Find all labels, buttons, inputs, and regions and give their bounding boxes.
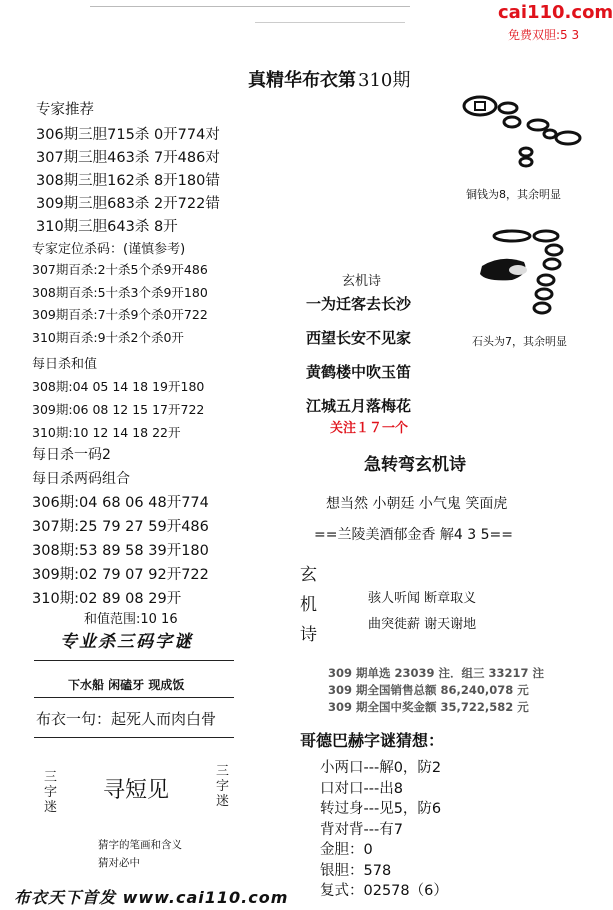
poem-line: 黄鹤楼中吹玉笛 xyxy=(306,363,412,381)
poem-focus: 关注１７一个 xyxy=(330,421,409,436)
poem-line: 西望长安不见家 xyxy=(306,329,412,347)
xuanji-row-1: 骇人听闻 断章取义 xyxy=(368,591,477,606)
goedel-list xyxy=(320,758,448,902)
stat-row: 309 期全国中奖金额 35,722,582 元 xyxy=(328,700,529,714)
free-tip: 免费双胆:5 3 xyxy=(508,28,580,42)
list-item: 310期三胆643杀 8开 xyxy=(36,219,178,235)
list-item: 背对背---有7 xyxy=(320,821,403,838)
sum-kill-list xyxy=(32,375,204,444)
poem-heading: 玄机诗 xyxy=(342,274,382,289)
section-divider xyxy=(34,737,234,738)
position-kill-list xyxy=(32,259,208,349)
list-item: 309期三胆683杀 2开722错 xyxy=(36,196,220,212)
list-item: 308期:53 89 58 39开180 xyxy=(32,543,209,559)
section-divider xyxy=(34,697,234,698)
list-item: 306期三胆715杀 0开774对 xyxy=(36,127,220,143)
list-item: 309期:02 79 07 92开722 xyxy=(32,567,209,583)
turn-poem-line-2: ==兰陵美酒郁金香 解4 3 5== xyxy=(314,527,513,543)
puzzle-left-label: 三 字 迷 xyxy=(44,770,58,815)
list-item: 复式：02578（6） xyxy=(320,883,448,899)
sales-stats xyxy=(328,665,544,716)
expert-heading: 专家推荐 xyxy=(36,102,94,118)
puzzle-right-label: 三 字 迷 xyxy=(216,764,230,809)
footer-banner: 布衣天下首发 www.cai110.com xyxy=(14,888,289,907)
list-item: 309期百杀:7十杀9个杀0开722 xyxy=(32,307,208,322)
list-item: 310期百杀:9十杀2个杀0开 xyxy=(32,329,184,345)
turn-poem-line-1: 想当然 小朝廷 小气鬼 笑面虎 xyxy=(326,496,508,512)
riddle-line: 下水船 闲磕牙 现成饭 xyxy=(68,678,185,692)
goedel-heading: 哥德巴赫字谜猜想： xyxy=(300,731,445,750)
list-item: 310期:02 89 08 29开 xyxy=(32,591,182,607)
kill-one-code: 每日杀一码2 xyxy=(32,447,111,463)
top-divider-2 xyxy=(255,22,405,23)
buyi-sentence: 布衣一句：起死人而肉白骨 xyxy=(36,710,217,728)
xuanji-vertical: 玄 机 诗 xyxy=(300,565,317,645)
poem-line: 江城五月落梅花 xyxy=(306,397,412,415)
two-code-heading: 每日杀两码组合 xyxy=(32,471,130,487)
puzzle-note-1: 猜字的笔画和含义 xyxy=(98,839,182,851)
puzzle-answer: 寻短见 xyxy=(103,778,170,803)
list-item: 小两口---解0，防2 xyxy=(320,760,442,776)
sum-range: 和值范围:10 16 xyxy=(84,612,178,627)
coins-icon xyxy=(458,90,590,170)
list-item: 口对口---出8 xyxy=(320,780,403,797)
list-item: 310期:10 12 14 18 22开 xyxy=(32,425,181,440)
list-item: 306期:04 68 06 48开774 xyxy=(32,495,209,511)
xuanji-row-2: 曲突徙薪 谢天谢地 xyxy=(368,617,477,632)
sum-kill-heading: 每日杀和值 xyxy=(32,357,98,372)
list-item: 307期三胆463杀 7开486对 xyxy=(36,150,220,166)
coins-caption: 铜钱为8，其余明显 xyxy=(466,188,561,201)
poem-line: 一为迁客去长沙 xyxy=(306,295,412,313)
list-item: 308期三胆162杀 8开180错 xyxy=(36,173,220,189)
list-item: 金胆：0 xyxy=(320,842,373,858)
stones-caption: 石头为7，其余明显 xyxy=(472,335,567,348)
turn-poem-heading: 急转弯玄机诗 xyxy=(364,455,466,475)
two-code-list xyxy=(32,491,209,611)
list-item: 308期:04 05 14 18 19开180 xyxy=(32,379,205,394)
stat-row: 309 期全国销售总额 86,240,078 元 xyxy=(328,683,529,697)
puzzle-note-2: 猜对必中 xyxy=(98,857,140,869)
poem-lines xyxy=(306,287,411,423)
section-divider xyxy=(34,660,234,661)
list-item: 307期百杀:2十杀5个杀9开486 xyxy=(32,262,208,277)
site-logo[interactable]: cai110.com xyxy=(498,2,613,23)
page-title: 真精华布衣第 310期 xyxy=(248,70,411,91)
riddle-title: 专业杀三码字谜 xyxy=(60,632,193,652)
list-item: 309期:06 08 12 15 17开722 xyxy=(32,402,205,417)
position-kill-heading: 专家定位杀码：(谨慎参考) xyxy=(32,242,186,257)
stat-row: 309 期单选 23039 注．组三 33217 注 xyxy=(328,666,545,680)
list-item: 转过身---见5，防6 xyxy=(320,801,442,817)
list-item: 银胆：578 xyxy=(320,862,392,879)
expert-list xyxy=(36,124,220,239)
list-item: 308期百杀:5十杀3个杀9开180 xyxy=(32,284,208,300)
list-item: 307期:25 79 27 59开486 xyxy=(32,519,209,535)
stones-icon xyxy=(472,228,582,318)
top-divider xyxy=(90,6,410,7)
